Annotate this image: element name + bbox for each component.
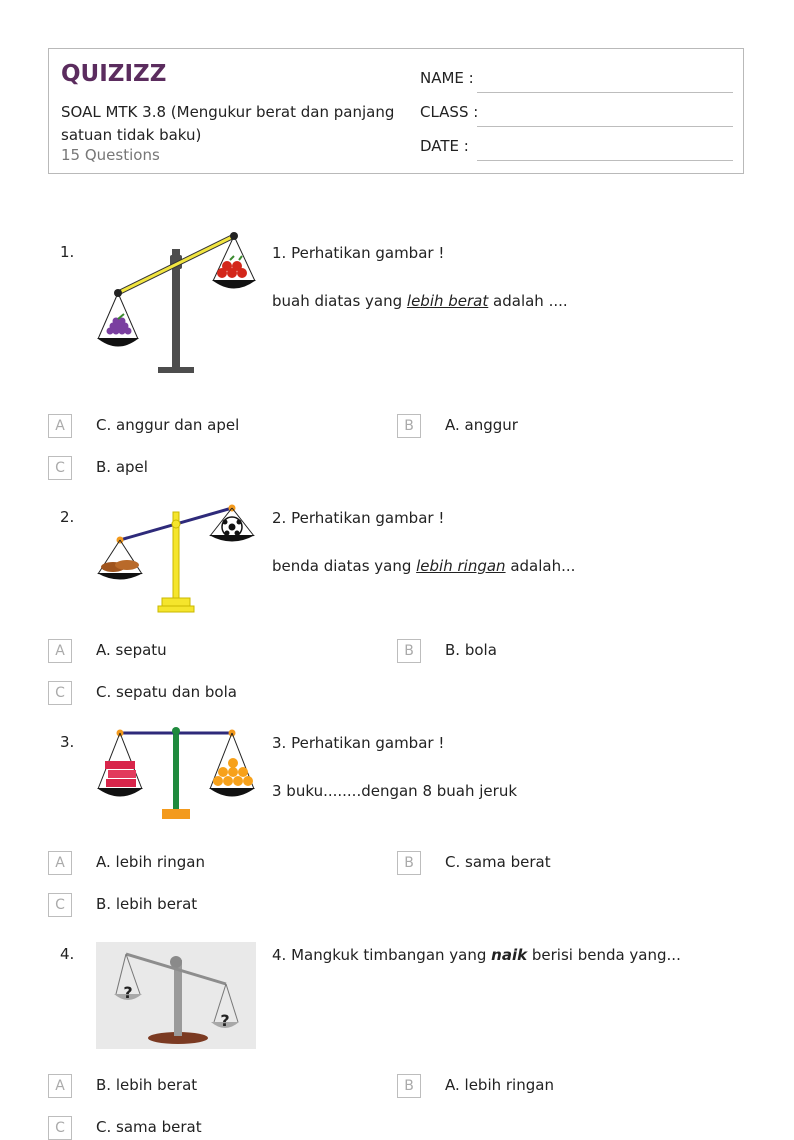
option-letter[interactable]: C — [48, 893, 72, 917]
question-detail: benda diatas yang lebih ringan adalah... — [272, 557, 576, 575]
worksheet-header — [48, 48, 744, 174]
question-mark-left: ? — [123, 983, 133, 1002]
date-field[interactable] — [420, 137, 733, 161]
date-line[interactable] — [477, 160, 733, 161]
option-letter[interactable]: B — [397, 639, 421, 663]
option-text: B. lebih berat — [96, 1076, 198, 1094]
question-text — [272, 945, 742, 993]
class-line[interactable] — [477, 126, 733, 127]
question-count: 15 Questions — [61, 146, 160, 164]
option-text: B. lebih berat — [96, 895, 198, 913]
option-letter[interactable]: B — [397, 414, 421, 438]
question-prompt: 2. Perhatikan gambar ! — [272, 509, 445, 527]
logo-text: QUIZIZZ — [61, 61, 167, 87]
class-field[interactable] — [420, 103, 733, 127]
question-number: 1. — [60, 243, 75, 261]
question-number: 4. — [60, 945, 75, 963]
balance-scale-grapes-apples-icon — [96, 235, 256, 389]
option-letter[interactable]: C — [48, 1116, 72, 1140]
option-letter[interactable]: B — [397, 1074, 421, 1098]
question-number: 3. — [60, 733, 75, 751]
question-prompt: 1. Perhatikan gambar ! — [272, 244, 445, 262]
option-letter[interactable]: C — [48, 456, 72, 480]
option-letter[interactable]: A — [48, 851, 72, 875]
question-detail: 3 buku........dengan 8 buah jeruk — [272, 782, 518, 800]
question-text — [272, 733, 742, 829]
option-text: C. sama berat — [96, 1118, 202, 1136]
name-line[interactable] — [477, 92, 733, 93]
question-text — [272, 508, 742, 604]
balance-scale-books-oranges-icon — [96, 725, 256, 825]
option-text: B. apel — [96, 458, 148, 476]
question-text — [272, 243, 742, 339]
option-letter[interactable]: C — [48, 681, 72, 705]
option-letter[interactable]: A — [48, 1074, 72, 1098]
name-label: NAME : — [420, 69, 474, 87]
worksheet-title: SOAL MTK 3.8 (Mengukur berat dan panjang satuan tidak baku) — [61, 103, 395, 144]
question-mark-right: ? — [220, 1011, 230, 1030]
class-label: CLASS : — [420, 103, 479, 121]
option-text: C. anggur dan apel — [96, 416, 240, 434]
option-text: A. sepatu — [96, 641, 167, 659]
date-label: DATE : — [420, 137, 469, 155]
question-number: 2. — [60, 508, 75, 526]
option-letter[interactable]: A — [48, 414, 72, 438]
question-prompt: 3. Perhatikan gambar ! — [272, 734, 445, 752]
option-text: A. lebih ringan — [96, 853, 205, 871]
question-detail: buah diatas yang lebih berat adalah .... — [272, 292, 568, 310]
name-field[interactable] — [420, 69, 733, 93]
option-text: C. sama berat — [445, 853, 551, 871]
option-letter[interactable]: B — [397, 851, 421, 875]
option-text: A. anggur — [445, 416, 518, 434]
question-prompt: 4. Mangkuk timbangan yang naik berisi benda yang... — [272, 946, 681, 964]
option-text: B. bola — [445, 641, 497, 659]
balance-scale-shoes-ball-icon — [96, 500, 256, 616]
option-text: C. sepatu dan bola — [96, 683, 237, 701]
balance-scale-question-marks-photo — [96, 942, 256, 1049]
quizizz-logo — [61, 59, 167, 87]
option-text: A. lebih ringan — [445, 1076, 554, 1094]
option-letter[interactable]: A — [48, 639, 72, 663]
